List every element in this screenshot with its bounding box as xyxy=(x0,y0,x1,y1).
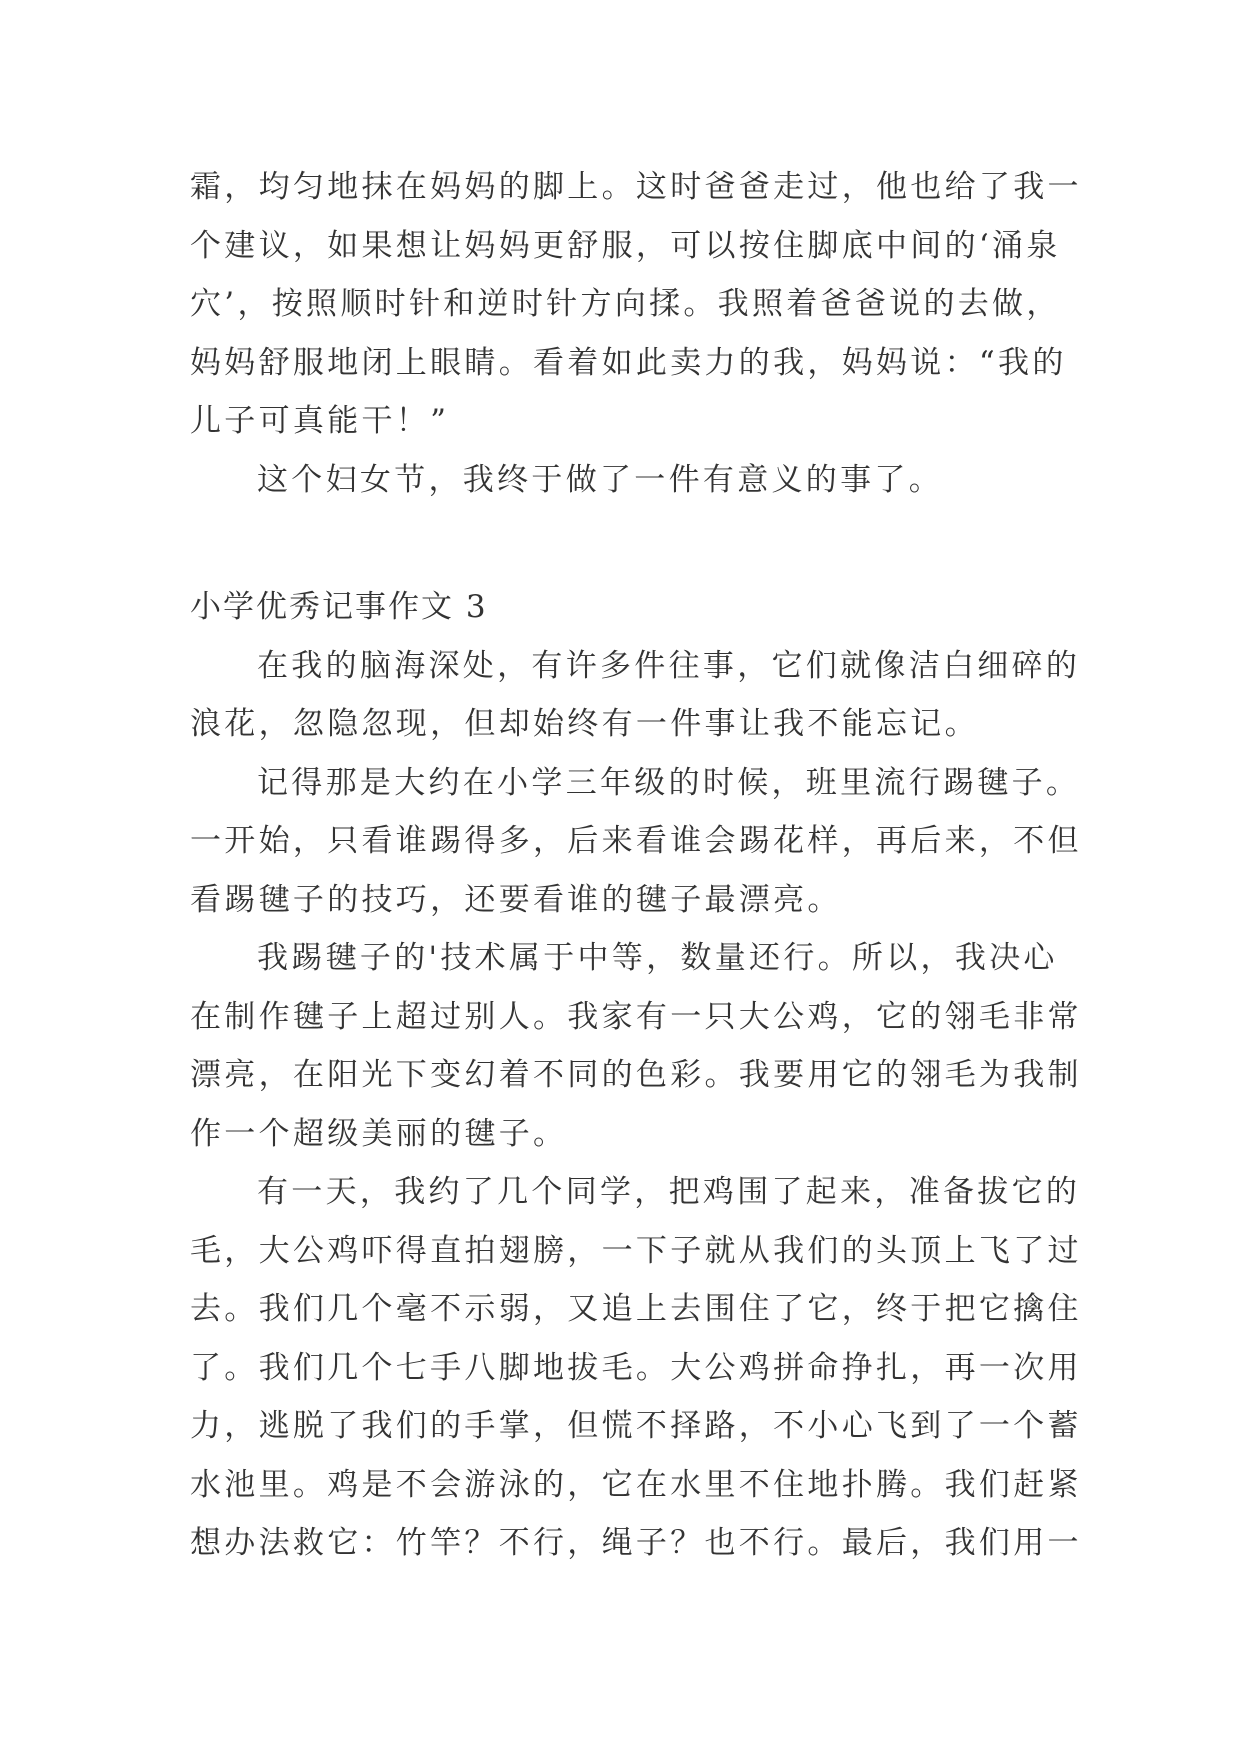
paragraph-4-line: 了。我们几个七手八脚地拔毛。大公鸡拼命挣扎，再一次用 xyxy=(190,1349,1082,1386)
section-heading: 小学优秀记事作文 3 xyxy=(190,589,488,625)
closing-line: 这个妇女节，我终于做了一件有意义的事了。 xyxy=(257,461,943,498)
paragraph-2-line: 看踢毽子的技巧，还要看谁的毽子最漂亮。 xyxy=(190,881,842,918)
paragraph-3-line: 在制作毽子上超过别人。我家有一只大公鸡，它的翎毛非常 xyxy=(190,998,1082,1035)
paragraph-3-line: 我踢毽子的'技术属于中等，数量还行。所以，我决心 xyxy=(257,940,1058,976)
paragraph-4-line: 有一天，我约了几个同学，把鸡围了起来，准备拔它的 xyxy=(257,1174,1081,1210)
paragraph-3-line: 作一个超级美丽的毽子。 xyxy=(190,1115,568,1152)
text-line: 儿子可真能干！” xyxy=(190,403,450,439)
paragraph-4-line: 力，逃脱了我们的手掌，但慌不择路，不小心飞到了一个蓄 xyxy=(190,1408,1082,1444)
text-line: 妈妈舒服地闭上眼睛。看着如此卖力的我，妈妈说：“我的 xyxy=(190,344,1067,381)
paragraph-4-line: 想办法救它：竹竿？不行，绳子？也不行。最后，我们用一 xyxy=(190,1525,1082,1561)
text-line: 个建议，如果想让妈妈更舒服，可以按住脚底中间的‘涌泉 xyxy=(190,227,1061,264)
paragraph-3-line: 漂亮，在阳光下变幻着不同的色彩。我要用它的翎毛为我制 xyxy=(190,1057,1082,1093)
paragraph-1-line: 浪花，忽隐忽现，但却始终有一件事让我不能忘记。 xyxy=(190,706,979,742)
paragraph-4-line: 水池里。鸡是不会游泳的，它在水里不住地扑腾。我们赶紧 xyxy=(190,1466,1082,1503)
paragraph-2-line: 记得那是大约在小学三年级的时候，班里流行踢毽子。 xyxy=(257,764,1081,801)
paragraph-4-line: 毛，大公鸡吓得直拍翅膀，一下子就从我们的头顶上飞了过 xyxy=(190,1232,1082,1269)
essay-body xyxy=(190,158,1082,1573)
paragraph-4-line: 去。我们几个毫不示弱，又追上去围住了它，终于把它擒住 xyxy=(190,1291,1082,1327)
text-line: 穴’，按照顺时针和逆时针方向揉。我照着爸爸说的去做， xyxy=(190,286,1061,322)
paragraph-2-line: 一开始，只看谁踢得多，后来看谁会踢花样，再后来，不但 xyxy=(190,823,1082,859)
section-gap xyxy=(190,509,1070,578)
text-line: 霜，均匀地抹在妈妈的脚上。这时爸爸走过，他也给了我一 xyxy=(190,169,1082,205)
paragraph-1-line: 在我的脑海深处，有许多件往事，它们就像洁白细碎的 xyxy=(257,647,1081,684)
